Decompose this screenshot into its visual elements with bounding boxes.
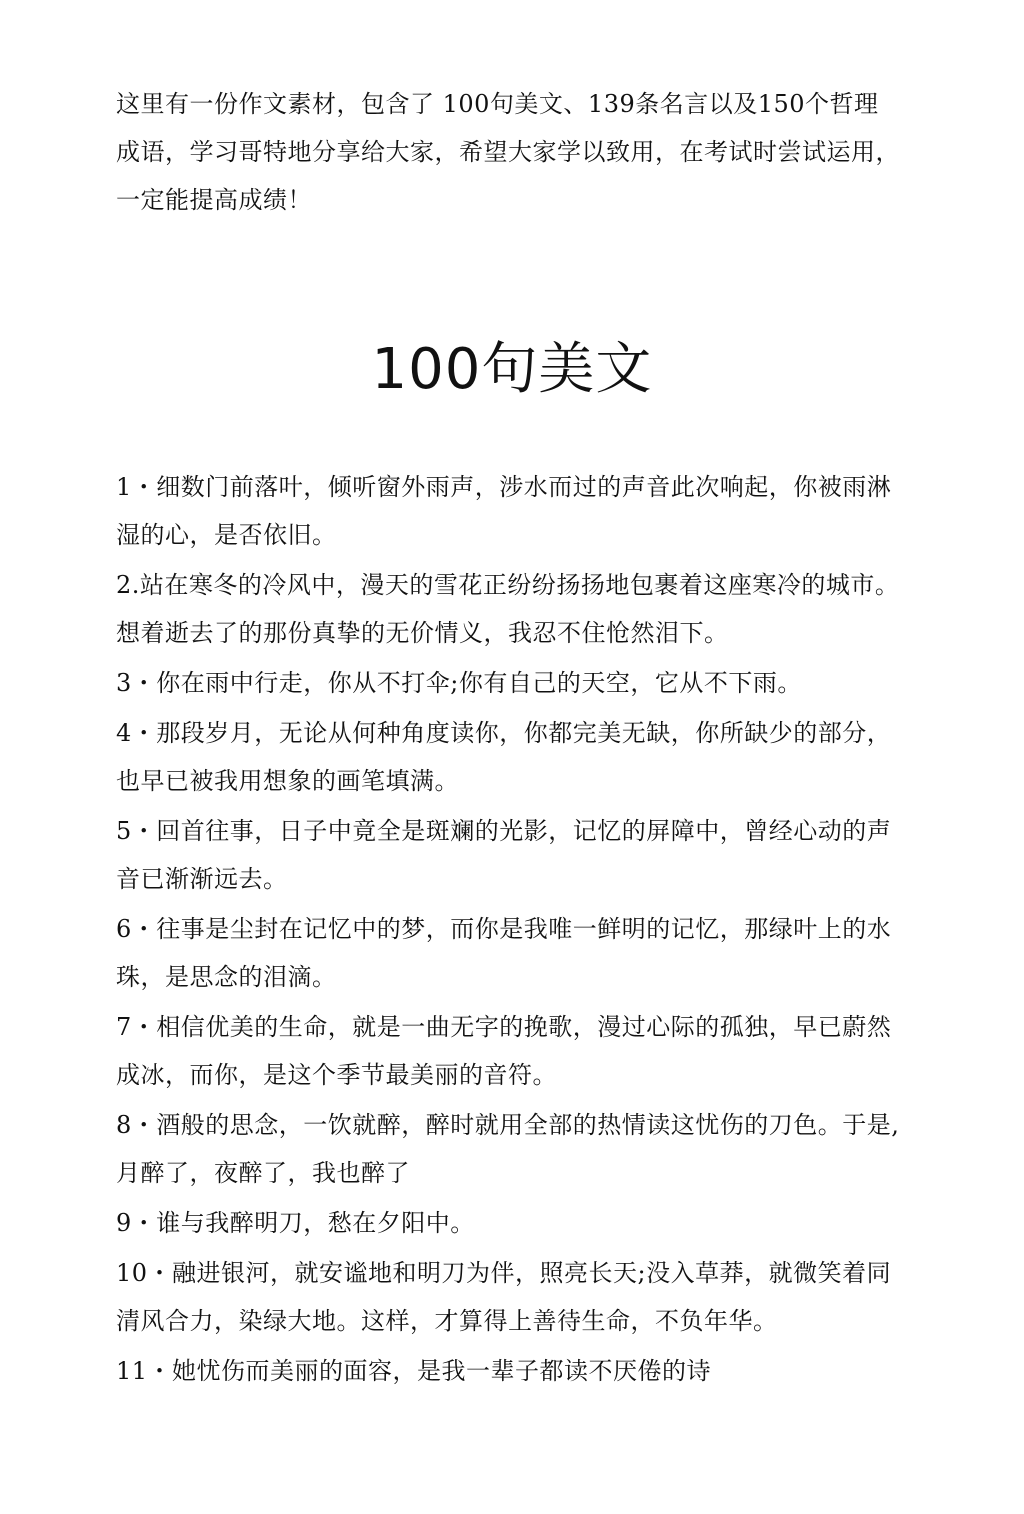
sentence-item	[116, 1249, 946, 1345]
sentence-line: 月醉了，夜醉了，我也醉了	[116, 1159, 410, 1187]
sentence-line: 9・谁与我醉明刀，愁在夕阳中。	[116, 1209, 475, 1237]
sentence-item	[116, 1003, 946, 1099]
sentence-item	[116, 1101, 946, 1197]
sentence-line: 湿的心，是否依旧。	[116, 521, 337, 549]
intro-line: 成语，学习哥特地分享给大家，希望大家学以致用，在考试时尝试运用，	[116, 138, 900, 166]
sentence-item	[116, 463, 946, 559]
sentence-line: 成冰，而你，是这个季节最美丽的音符。	[116, 1061, 557, 1089]
sentence-line: 10・融进银河，就安谧地和明刀为伴，照亮长天;没入草莽，就微笑着同	[116, 1259, 892, 1287]
sentence-line: 3・你在雨中行走，你从不打伞;你有自己的天空，它从不下雨。	[116, 669, 802, 697]
intro-line: 一定能提高成绩！	[116, 186, 312, 214]
sentence-line: 6・往事是尘封在记忆中的梦，而你是我唯一鲜明的记忆，那绿叶上的水	[116, 915, 892, 943]
section-title: 100句美文	[371, 337, 653, 402]
sentence-line: 珠，是思念的泪滴。	[116, 963, 337, 991]
sentence-line: 11・她忧伤而美丽的面容，是我一辈子都读不厌倦的诗	[116, 1357, 712, 1385]
sentence-item	[116, 905, 946, 1001]
intro-line: 这里有一份作文素材，包含了 100句美文、139条名言以及150个哲理	[116, 90, 879, 118]
sentence-line: 清风合力，染绿大地。这样，才算得上善待生命，不负年华。	[116, 1307, 778, 1335]
sentence-list	[116, 463, 946, 1397]
sentence-item	[116, 709, 946, 805]
sentence-line: 2.站在寒冬的冷风中，漫天的雪花正纷纷扬扬地包裹着这座寒冷的城市。	[116, 571, 900, 599]
sentence-line: 音已渐渐远去。	[116, 865, 288, 893]
sentence-line: 也早已被我用想象的画笔填满。	[116, 767, 459, 795]
sentence-item	[116, 807, 946, 903]
sentence-line: 5・回首往事，日子中竟全是斑斓的光影，记忆的屏障中，曾经心动的声	[116, 817, 892, 845]
sentence-line: 1・细数门前落叶，倾听窗外雨声，涉水而过的声音此次响起，你被雨淋	[116, 473, 892, 501]
intro-paragraph	[116, 80, 946, 224]
sentence-line: 4・那段岁月，无论从何种角度读你，你都完美无缺，你所缺少的部分，	[116, 719, 892, 747]
sentence-item	[116, 1199, 946, 1247]
sentence-item	[116, 561, 946, 657]
sentence-line: 8・酒般的思念，一饮就醉，醉时就用全部的热情读这忧伤的刀色。于是,	[116, 1111, 900, 1139]
sentence-item	[116, 659, 946, 707]
sentence-line: 7・相信优美的生命，就是一曲无字的挽歌，漫过心际的孤独，早已蔚然	[116, 1013, 892, 1041]
sentence-item	[116, 1347, 946, 1395]
sentence-line: 想着逝去了的那份真挚的无价情义，我忍不住怆然泪下。	[116, 619, 729, 647]
